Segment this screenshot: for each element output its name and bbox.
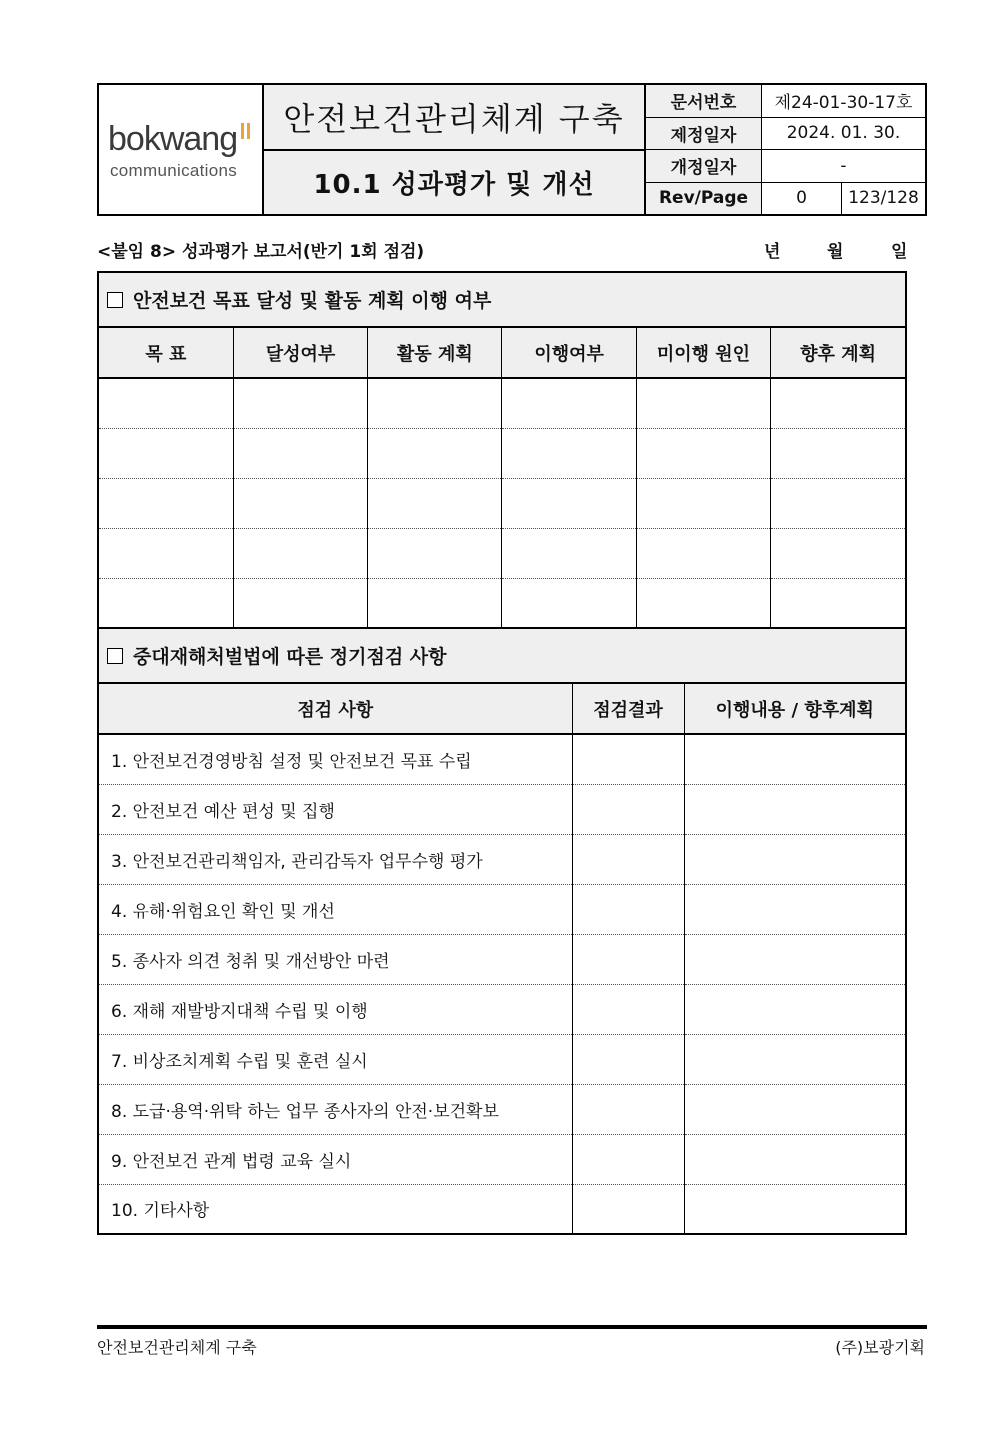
table-cell[interactable]: [233, 378, 367, 428]
table-cell[interactable]: [572, 1184, 684, 1234]
table-cell[interactable]: [771, 378, 905, 428]
goal-table: [99, 328, 905, 629]
col-non-implementation-cause: 미이행 원인: [636, 328, 770, 378]
checkbox-icon: [107, 292, 123, 308]
revised-row: [646, 150, 925, 183]
table-cell[interactable]: [368, 428, 502, 478]
col-inspection-result: 점검결과: [572, 684, 684, 734]
col-implementation: 이행여부: [502, 328, 636, 378]
table-cell[interactable]: [771, 578, 905, 628]
checkbox-icon: [107, 648, 123, 664]
revpage-label: Rev/Page: [646, 183, 762, 215]
goal-section: [97, 271, 907, 629]
table-cell[interactable]: [572, 1134, 684, 1184]
table-row: [99, 934, 905, 984]
table-cell[interactable]: [233, 528, 367, 578]
table-row: [99, 1084, 905, 1134]
table-cell[interactable]: [572, 834, 684, 884]
table-cell[interactable]: [572, 734, 684, 784]
issued-row: [646, 118, 925, 151]
document-header: [97, 83, 927, 216]
logo-mark-icon: [241, 123, 253, 139]
table-row: [99, 784, 905, 834]
table-cell[interactable]: [572, 784, 684, 834]
col-implementation-plan: 이행내용 / 향후계획: [684, 684, 905, 734]
col-inspection-item: 점검 사항: [99, 684, 572, 734]
footer-divider: [97, 1325, 927, 1329]
table-cell[interactable]: [368, 528, 502, 578]
table-cell[interactable]: [502, 378, 636, 428]
table-cell[interactable]: [636, 428, 770, 478]
table-cell[interactable]: [684, 1184, 905, 1234]
table-cell[interactable]: [684, 934, 905, 984]
table-row: [99, 834, 905, 884]
table-cell[interactable]: [502, 528, 636, 578]
table-cell[interactable]: [572, 1034, 684, 1084]
table-cell[interactable]: [684, 784, 905, 834]
table-cell[interactable]: [572, 984, 684, 1034]
table-cell[interactable]: [99, 378, 233, 428]
inspection-item: 4. 유해·위험요인 확인 및 개선: [99, 884, 572, 934]
table-cell[interactable]: [99, 528, 233, 578]
table-cell[interactable]: [572, 1084, 684, 1134]
day-label: 일: [891, 242, 908, 262]
table-row: [99, 428, 905, 478]
table-cell[interactable]: [99, 478, 233, 528]
footer-right: (주)보광기획: [835, 1338, 925, 1357]
issued-label: 제정일자: [646, 118, 762, 150]
table-cell[interactable]: [684, 1034, 905, 1084]
inspection-item: 2. 안전보건 예산 편성 및 집행: [99, 784, 572, 834]
table-cell[interactable]: [684, 984, 905, 1034]
table-row: [99, 1184, 905, 1234]
table-row: [99, 984, 905, 1034]
goal-section-header: [99, 273, 905, 328]
issued-value: 2024. 01. 30.: [786, 123, 901, 144]
table-cell[interactable]: [502, 478, 636, 528]
doc-no-label: 문서번호: [646, 85, 762, 117]
table-cell[interactable]: [99, 428, 233, 478]
table-row: [99, 578, 905, 628]
table-cell[interactable]: [771, 478, 905, 528]
attachment-caption: <붙임 8> 성과평가 보고서(반기 1회 점검): [97, 242, 425, 262]
table-row: [99, 528, 905, 578]
year-label: 년: [764, 242, 781, 262]
document-meta: [646, 85, 925, 214]
table-cell[interactable]: [368, 378, 502, 428]
revpage-row: [646, 183, 925, 215]
table-cell[interactable]: [368, 578, 502, 628]
document-subtitle: 10.1 성과평가 및 개선: [264, 151, 644, 214]
month-label: 월: [827, 242, 844, 262]
footer-left: 안전보건관리체계 구축: [97, 1338, 257, 1357]
revised-value: -: [840, 155, 847, 176]
inspection-item: 9. 안전보건 관계 법령 교육 실시: [99, 1134, 572, 1184]
table-cell[interactable]: [636, 528, 770, 578]
table-cell[interactable]: [684, 834, 905, 884]
table-row: [99, 884, 905, 934]
table-cell[interactable]: [771, 428, 905, 478]
inspection-item: 5. 종사자 의견 청취 및 개선방안 마련: [99, 934, 572, 984]
doc-no-row: [646, 85, 925, 118]
table-cell[interactable]: [684, 1134, 905, 1184]
table-cell[interactable]: [684, 1084, 905, 1134]
goal-section-title: 안전보건 목표 달성 및 활동 계획 이행 여부: [133, 290, 492, 312]
inspection-item: 1. 안전보건경영방침 설정 및 안전보건 목표 수립: [99, 734, 572, 784]
table-cell[interactable]: [684, 884, 905, 934]
table-cell[interactable]: [636, 478, 770, 528]
table-cell[interactable]: [771, 528, 905, 578]
table-cell[interactable]: [636, 578, 770, 628]
table-cell[interactable]: [233, 478, 367, 528]
table-cell[interactable]: [99, 578, 233, 628]
title-block: [264, 85, 646, 214]
company-logo: [99, 85, 264, 214]
inspection-item: 8. 도급·용역·위탁 하는 업무 종사자의 안전·보건확보: [99, 1084, 572, 1134]
rev-value: 0: [762, 183, 842, 215]
col-future-plan: 향후 계획: [771, 328, 905, 378]
table-cell[interactable]: [233, 428, 367, 478]
page-value: 123/128: [848, 188, 919, 209]
table-cell[interactable]: [684, 734, 905, 784]
logo-sub: communications: [110, 161, 238, 180]
table-cell[interactable]: [368, 478, 502, 528]
table-cell[interactable]: [572, 934, 684, 984]
revised-label: 개정일자: [646, 150, 762, 182]
doc-no-value: 제24-01-30-17호: [774, 93, 913, 114]
col-goal: 목 표: [99, 328, 233, 378]
inspection-table: [99, 684, 905, 1235]
table-cell[interactable]: [572, 884, 684, 934]
table-cell[interactable]: [502, 428, 636, 478]
logo-brand: bokwang: [108, 120, 238, 158]
table-row: [99, 1034, 905, 1084]
inspection-section-header: [99, 629, 905, 684]
col-achievement: 달성여부: [233, 328, 367, 378]
table-row: [99, 378, 905, 428]
inspection-section-title: 중대재해처벌법에 따른 정기점검 사항: [133, 646, 447, 668]
inspection-section: [97, 629, 907, 1235]
table-cell[interactable]: [636, 378, 770, 428]
table-cell[interactable]: [233, 578, 367, 628]
inspection-item: 7. 비상조치계획 수립 및 훈련 실시: [99, 1034, 572, 1084]
table-row: [99, 1134, 905, 1184]
table-row: [99, 478, 905, 528]
inspection-item: 3. 안전보건관리책임자, 관리감독자 업무수행 평가: [99, 834, 572, 884]
table-cell[interactable]: [502, 578, 636, 628]
document-title: 안전보건관리체계 구축: [264, 85, 644, 151]
inspection-item: 10. 기타사항: [99, 1184, 572, 1234]
inspection-item: 6. 재해 재발방지대책 수립 및 이행: [99, 984, 572, 1034]
table-row: [99, 734, 905, 784]
col-activity-plan: 활동 계획: [368, 328, 502, 378]
